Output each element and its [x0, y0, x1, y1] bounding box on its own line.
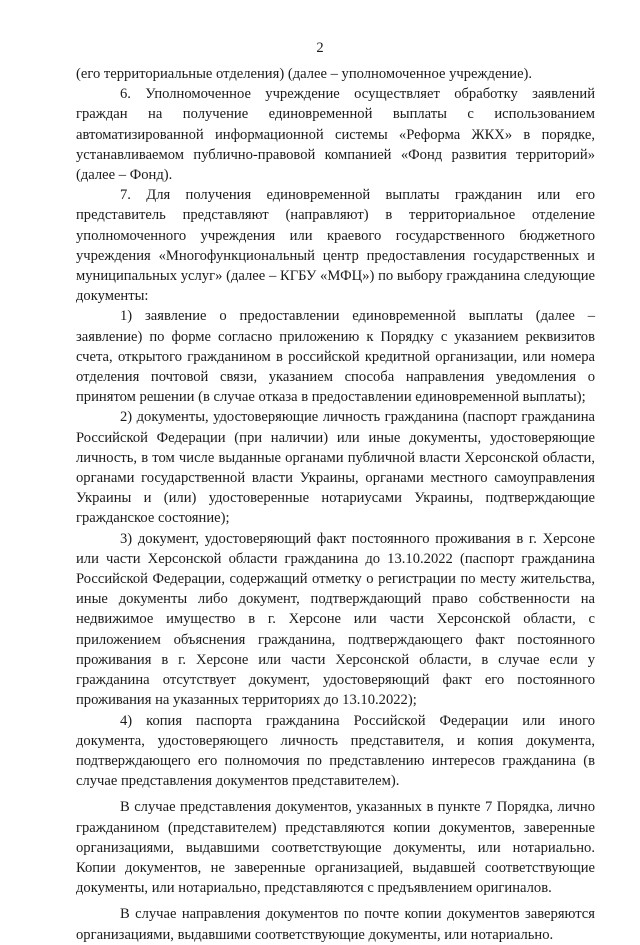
paragraph-item-6: 6. Уполномоченное учреждение осуществляет обработку заявлений граждан на получение единовременной выплаты с использованием автоматизированной информационной системы «Реформа ЖКХ» в порядке, устанавливаемом публично-правовой компанией «Фонд развития территорий» (далее – Фонд). — [76, 86, 595, 184]
paragraph-subitem-3: 3) документ, удостоверяющий факт постоянного проживания в г. Херсоне или части Херсонской области гражданина до 13.10.2022 (паспорт гражданина Российской Федерации, содержащий отметку о регистрации по месту жительства, иные документы либо документ, подтверждающий право собственности на недвижимое имущество в г. Херсоне или части Херсонской области, с приложением объяснения гражданина, подтверждающего факт постоянного проживания в г. Херсоне или части Херсонской области, в случае если у гражданина отсутствует документ, удостоверяющий факт его постоянного проживания на указанных территориях до 13.10.2022); — [76, 530, 595, 709]
paragraph-subitem-2: 2) документы, удостоверяющие личность гражданина (паспорт гражданина Российской Федерации (при наличии) или иные документы, удостоверяющие личность, в том числе выданные органами публичной власти Херсонской области, органами государственной власти Украины, органами местного самоуправления Украины и (или) удостоверенные нотариусами Украины, подтверждающие гражданское состояние); — [76, 409, 595, 527]
paragraph-continuation: (его территориальные отделения) (далее – уполномоченное учреждение). — [76, 66, 533, 82]
paragraph-item-7: 7. Для получения единовременной выплаты гражданин или его представитель представляют (направляют) в территориальное отделение уполномоченного учреждения или краевого государственного бюджетного учреждения «Многофункциональный центр предоставления государственных и муниципальных услуг» (далее – КГБУ «МФЦ») по выбору гражданина следующие документы: — [76, 187, 595, 305]
paragraph-subitem-1: 1) заявление о предоставлении единовременной выплаты (далее – заявление) по форме согласно приложению к Порядку с указанием реквизитов счета, открытого гражданином в российской кредитной организации, или номера отделения почтовой связи, указанием способа направления уведомления о принятом решении (в случае отказа в предоставлении единовременной выплаты); — [76, 308, 595, 406]
paragraph-personal-submission: В случае представления документов, указанных в пункте 7 Порядка, лично гражданином (представителем) представляются копии документов, заверенные организациями, выдавшими соответствующие документы, или нотариально. Копии документов, не заверенные организацией, выдавшей соответствующие документы, или нотариально, представляются с предъявлением оригиналов. — [76, 799, 595, 897]
page-number: 2 — [316, 40, 324, 56]
document-body — [76, 64, 595, 945]
paragraph-postal-submission: В случае направления документов по почте копии документов заверяются организациями, выдавшими соответствующие документы, или нотариально. — [76, 906, 595, 943]
paragraph-subitem-4: 4) копия паспорта гражданина Российской Федерации или иного документа, удостоверяющего личность представителя, и копия документа, подтверждающего его полномочия по представлению интересов гражданина (в случае представления документов представителем). — [76, 712, 595, 790]
